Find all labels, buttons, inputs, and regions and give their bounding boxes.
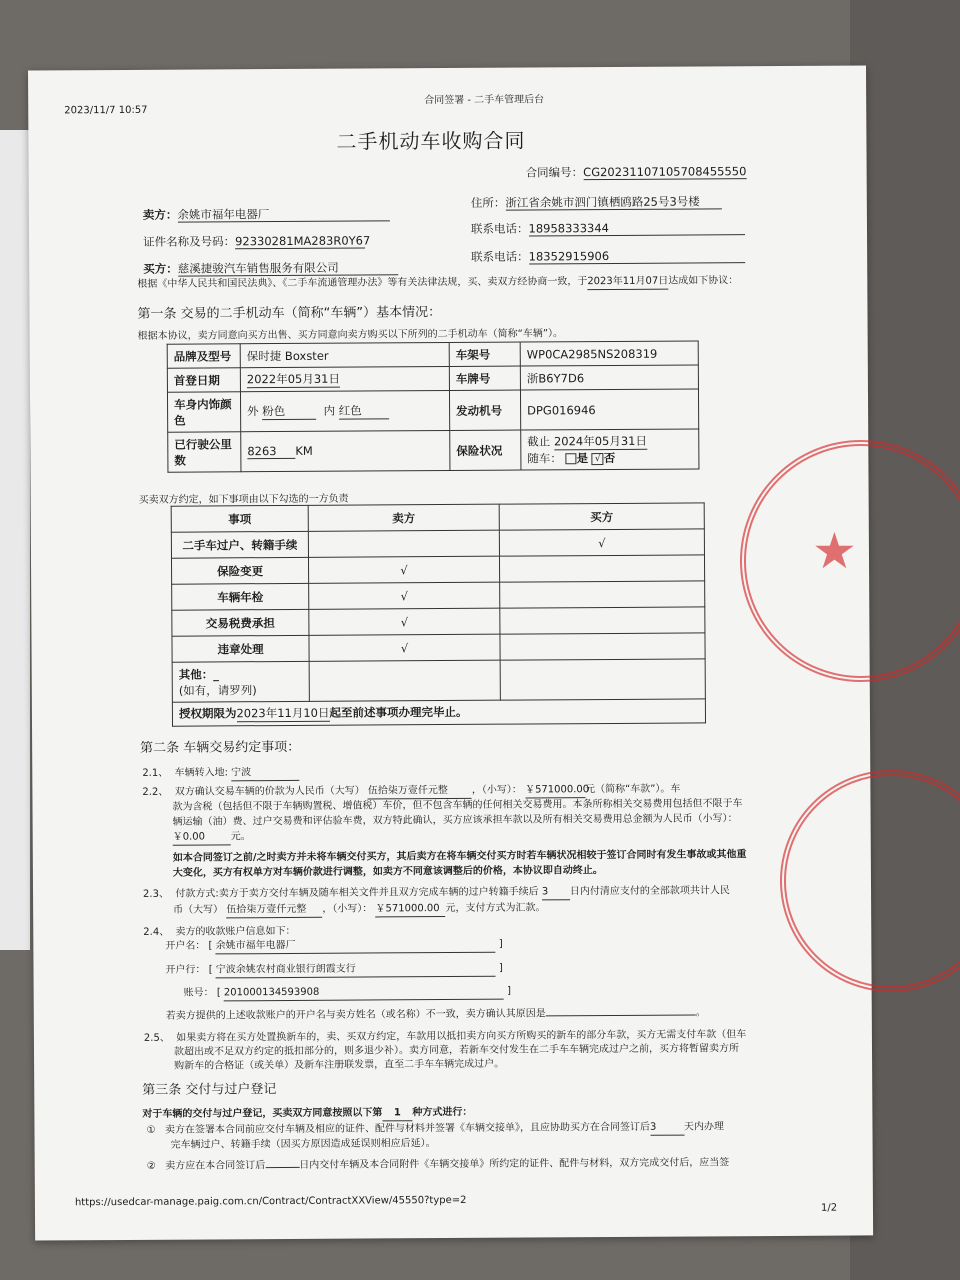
duty-row — [171, 555, 704, 584]
background-paper-left — [0, 130, 30, 950]
vehicle-info-table — [167, 340, 700, 472]
duty-cell-item: 违章处理 — [172, 635, 309, 662]
mileage-label: 已行驶公里数 — [168, 432, 241, 472]
authorization-deadline: 授权期限为2023年11月10日起至前述事项办理完毕止。 — [172, 699, 705, 726]
clause-2-1: 2.1、 车辆转入地: 宁波 — [142, 766, 299, 782]
duty-cell-seller[interactable]: √ — [309, 634, 500, 661]
legal-basis: 根据《中华人民共和国民法典》、《二手车流通管理办法》等有关法律法规，买、卖双方经协商一致，于2023年11月07日达成如下协议： — [137, 275, 739, 290]
reg-date-value: 2022年05月31日 — [240, 366, 449, 391]
insurance-label: 保险状况 — [450, 430, 521, 470]
clause-2-4-title: 2.4、 卖方的收款账户信息如下： — [143, 925, 296, 938]
vin-value: WP0CA2985NS208319 — [520, 341, 698, 366]
plate-value: 浙B6Y7D6 — [520, 365, 698, 390]
brand-value: 保时捷 Boxster — [240, 342, 449, 367]
insurance-no-checkbox[interactable]: √ — [592, 453, 604, 465]
clause-2-2-line-2: 款为含税（包括但不限于车辆购置税、增值税）车价，但不包含车辆的任何相关交易费用。本条所称相关交易费用包括但不限于车 — [172, 798, 743, 813]
engine-label: 发动机号 — [449, 390, 520, 430]
duty-cell-item: 保险变更 — [171, 557, 308, 584]
bank-line: 开户行： [ 宁波余姚农村商业银行朗霞支行 ] — [165, 962, 502, 979]
contract-title: 二手机动车收购合同 — [336, 128, 526, 154]
seller-phone-line: 联系电话：18958333344 — [471, 220, 745, 237]
method-1-line-1: ① 卖方在签署本合同前应交付车辆及相应的证件、配件与材料并签署《车辆交接单》，且应协助买方在合同签订后3 天内办理 — [146, 1121, 725, 1136]
article-1-intro: 根据本协议，卖方同意向买方出售、买方同意向卖方购买以下所列的二手机动车（简称“车辆”）。 — [137, 328, 564, 342]
vin-label: 车架号 — [449, 342, 520, 366]
insurance-value: 截止 2024年05月31日 随车： 是 √ 否 — [521, 429, 699, 470]
duty-row — [172, 581, 705, 610]
article-3-title: 第三条 交付与过户登记 — [142, 1082, 277, 1098]
duty-col-item: 事项 — [171, 505, 308, 532]
clause-2-5-line-2: 款超出或不足双方约定的抵扣部分的，则多退少补）。卖方同意，若新车交付发生在二手车车辆完成过户之前，买方将暂留卖方所 — [173, 1043, 740, 1058]
buyer-phone-line: 联系电话：18352915906 — [471, 248, 745, 265]
footer-url: https://usedcar-manage.paig.com.cn/Contract/ContractXXView/45550?type=2 — [74, 1194, 467, 1209]
clause-2-3-line-2: 币（大写） 伍拾柒万壹仟元整 ，（小写）： ￥571000.00 元，支付方式为汇款。 — [173, 901, 545, 918]
duty-table — [171, 502, 706, 726]
id-line: 证件名称及号码：92330281MA283R0Y67 — [143, 233, 371, 249]
article-1-title: 第一条 交易的二手机动车（简称“车辆”）基本情况： — [137, 305, 442, 322]
duty-col-seller: 卖方 — [308, 504, 499, 531]
clause-2-2-bold-2: 大变化，买方有权单方对车辆价款进行调整，如卖方不同意该调整后的价格，本协议即自动终止。 — [172, 865, 603, 879]
duty-intro: 买卖双方约定，如下事项由以下勾选的一方负责 — [138, 493, 349, 506]
clause-2-2-line-3: 辆运输（油）费、过户交易费和评估验车费，双方特此确认，买方应该承担车款以及所有相关交易费用总金额为人民币（小写）： — [172, 813, 738, 828]
clause-2-5-line-3: 购新车的合格证（或关单）及新车注册联发票，直至二手车车辆完成过户。 — [174, 1058, 505, 1072]
duty-other-cell: 其他：_ (如有，请罗列) — [172, 661, 309, 702]
duty-cell-seller[interactable]: √ — [309, 582, 500, 609]
method-1-line-2: 完车辆过户、转籍手续（因买方原因造成延误则相应后延）。 — [170, 1138, 436, 1151]
clause-2-3-line-1: 2.3、 付款方式:卖方于卖方交付车辆及随车相关文件并且双方完成车辆的过户转籍手续后 3 日内付清应支付的全部款项共计人民 — [143, 885, 730, 900]
color-value: 外 粉色 内 红色 — [240, 390, 449, 431]
mileage-value: 8263 KM — [241, 430, 450, 471]
plate-label: 车牌号 — [449, 366, 520, 390]
reg-date-label: 首登日期 — [167, 368, 240, 392]
duty-cell-item: 二手车过户、转籍手续 — [171, 531, 308, 558]
brand-label: 品牌及型号 — [167, 344, 240, 368]
method-2-line-1: ② 卖方应在本合同签订后 日内交付车辆及本合同附件《车辆交接单》所约定的证件、配件与材料，双方完成交付后，应当签 — [146, 1157, 730, 1172]
print-datetime: 2023/11/7 10:57 — [64, 104, 148, 117]
duty-cell-buyer[interactable] — [500, 633, 705, 660]
color-label: 车身内饰颜色 — [167, 392, 240, 432]
duty-row — [172, 607, 705, 636]
duty-cell-buyer[interactable]: √ — [499, 529, 704, 556]
duty-cell-item: 交易税费承担 — [172, 609, 309, 636]
clause-2-2-fee: ￥0.00 元。 — [173, 830, 251, 845]
contract-number: 合同编号：CG20231107105708455550 — [525, 164, 747, 180]
clause-2-2-line-1: 2.2、 双方确认交易车辆的价款为人民币（大写） 伍拾柒万壹仟元整 ，（小写）： ￥571000.00元（简称“车款”）。车 — [142, 783, 681, 798]
article-3-intro: 对于车辆的交付与过户登记，买卖双方同意按照以下第 1 种方式进行： — [142, 1106, 473, 1120]
buyer-line: 买方：慈溪捷骏汽车销售服务有限公司 — [143, 260, 398, 277]
contract-page — [28, 65, 873, 1240]
duty-cell-buyer[interactable] — [499, 555, 704, 582]
company-seal: ★ — [740, 440, 960, 682]
clause-2-2-bold-1: 如本合同签订之前/之时卖方并未将车辆交付买方，其后卖方在将车辆交付买方时若车辆状况相较于签订合同时有发生事故或其他重 — [172, 849, 747, 864]
print-page-title: 合同签署 - 二手车管理后台 — [424, 94, 545, 107]
duty-other-seller — [309, 660, 500, 701]
account-mismatch-note: 若卖方提供的上述收款账户的开户名与卖方姓名（或名称）不一致，卖方确认其原因是 。 — [165, 1007, 706, 1022]
duty-row — [172, 633, 705, 662]
duty-cell-buyer[interactable] — [500, 581, 705, 608]
address-line: 住所：浙江省余姚市泗门镇栖鸥路25号3号楼 — [471, 194, 722, 211]
seller-line: 卖方：余姚市福年电器厂 — [143, 206, 390, 223]
duty-other-buyer — [500, 659, 705, 700]
account-name-line: 开户名： [ 余姚市福年电器厂 ] — [165, 938, 502, 955]
account-number-line: 账号： [ 201000134593908 ] — [184, 985, 511, 1002]
duty-cell-seller[interactable]: √ — [309, 608, 500, 635]
article-2-title: 第二条 车辆交易约定事项： — [140, 739, 301, 756]
duty-cell-buyer[interactable] — [500, 607, 705, 634]
duty-cell-item: 车辆年检 — [172, 583, 309, 610]
clause-2-5-line-1: 2.5、 如果卖方将在买方处置换新车的，卖、买双方约定，车款用以抵扣卖方向买方所购买的新车的部分车款，买方无需支付车款（但车 — [143, 1029, 747, 1044]
duty-col-buyer: 买方 — [499, 503, 704, 530]
insurance-yes-checkbox[interactable] — [566, 453, 577, 464]
footer-page-number: 1/2 — [820, 1202, 838, 1214]
duty-cell-seller[interactable]: √ — [308, 556, 499, 583]
engine-value: DPG016946 — [520, 389, 698, 430]
duty-row — [171, 529, 704, 558]
duty-cell-seller[interactable] — [308, 530, 499, 557]
